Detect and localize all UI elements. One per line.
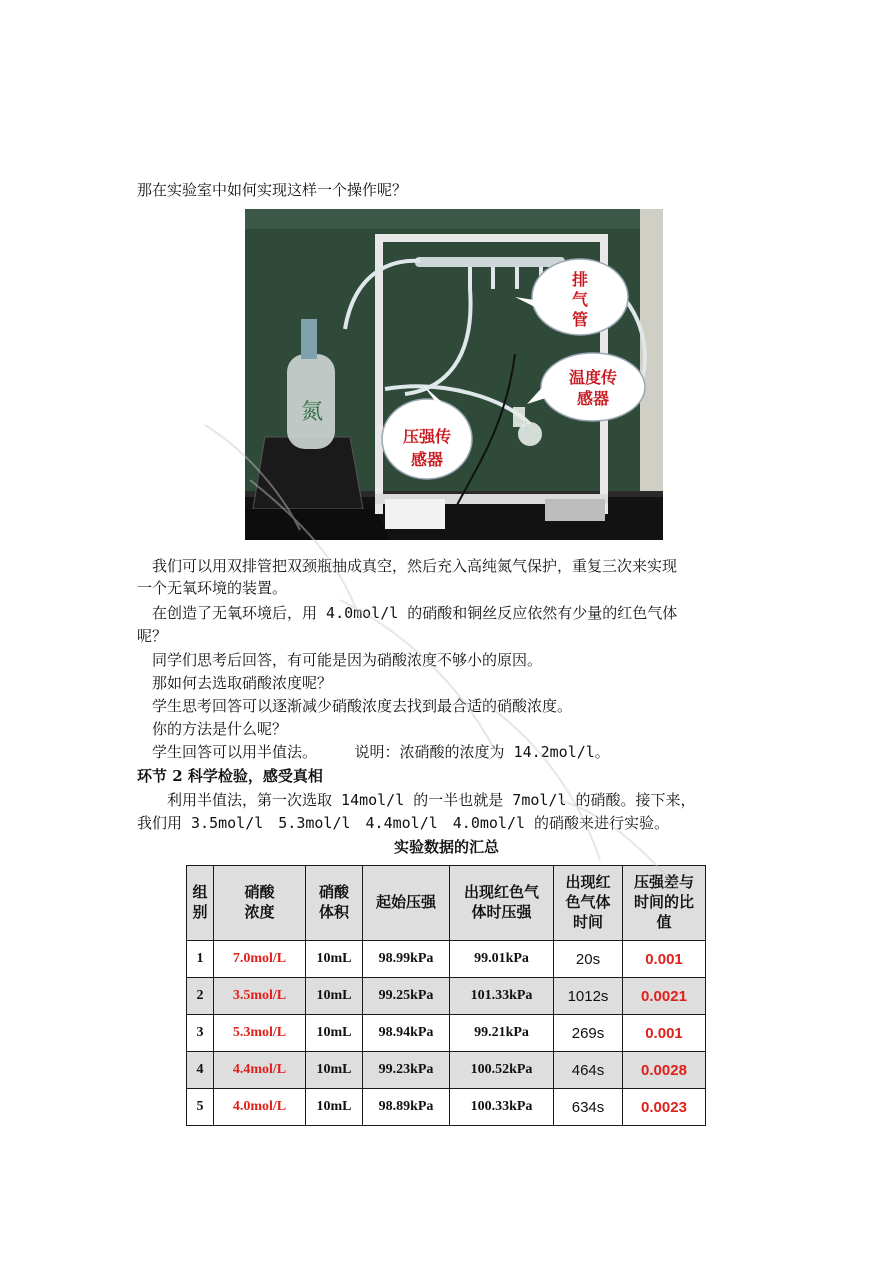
cell-ratio: 0.001: [623, 941, 706, 978]
paragraph-line-6: 那如何去选取硝酸浓度呢？: [137, 674, 333, 692]
table-row: [187, 1052, 706, 1089]
table-header-row: [187, 866, 706, 941]
cell-time: 464s: [554, 1052, 623, 1089]
cell-red-gas-pressure: 100.52kPa: [450, 1052, 554, 1089]
header-ratio: 压强差与 时间的比 值: [623, 866, 706, 941]
cell-start-pressure: 99.25kPa: [363, 978, 450, 1015]
paragraph-line-1: 我们可以用双排管把双颈瓶抽成真空，然后充入高纯氮气保护，重复三次来实现: [137, 557, 678, 575]
cell-ratio: 0.0023: [623, 1089, 706, 1126]
section-text-2: 我们用 3.5mol/l 5.3mol/l 4.4mol/l 4.0mol/l 的硝酸来进行实验。: [137, 814, 670, 832]
cell-red-gas-pressure: 101.33kPa: [450, 978, 554, 1015]
table-row: [187, 1089, 706, 1126]
cell-concentration: 3.5mol/L: [214, 978, 306, 1015]
cell-start-pressure: 98.99kPa: [363, 941, 450, 978]
intro-question: 那在实验室中如何实现这样一个操作呢？: [137, 181, 408, 199]
header-start-pressure: 起始压强: [363, 866, 450, 941]
cell-volume: 10mL: [306, 1052, 363, 1089]
svg-text:氮: 氮: [301, 400, 324, 425]
callout-temp-2: 感器: [576, 389, 610, 408]
paragraph-line-9: 学生回答可以用半值法。 说明：浓硝酸的浓度为 14.2mol/l。: [137, 743, 610, 761]
callout-pressure-2: 感器: [410, 450, 444, 469]
callout-exhaust-1: 排: [571, 270, 589, 289]
cell-start-pressure: 98.94kPa: [363, 1015, 450, 1052]
cell-red-gas-pressure: 99.21kPa: [450, 1015, 554, 1052]
callout-exhaust-3: 管: [571, 310, 589, 329]
table-row: [187, 1015, 706, 1052]
table-row: [187, 941, 706, 978]
cell-group: 4: [187, 1052, 214, 1089]
cell-start-pressure: 99.23kPa: [363, 1052, 450, 1089]
apparatus-illustration: [245, 209, 663, 540]
cell-group: 3: [187, 1015, 214, 1052]
cell-group: 2: [187, 978, 214, 1015]
cell-red-gas-pressure: 100.33kPa: [450, 1089, 554, 1126]
table-row: [187, 978, 706, 1015]
cell-volume: 10mL: [306, 1089, 363, 1126]
paragraph-line-7: 学生思考回答可以逐渐减少硝酸浓度去找到最合适的硝酸浓度。: [137, 697, 573, 715]
cell-concentration: 5.3mol/L: [214, 1015, 306, 1052]
cell-ratio: 0.0021: [623, 978, 706, 1015]
cell-volume: 10mL: [306, 1015, 363, 1052]
cell-time: 634s: [554, 1089, 623, 1126]
cell-concentration: 4.4mol/L: [214, 1052, 306, 1089]
section-text-1: 利用半值法，第一次选取 14mol/l 的一半也就是 7mol/l 的硝酸。接下来，: [137, 791, 696, 809]
cell-volume: 10mL: [306, 978, 363, 1015]
cell-time: 20s: [554, 941, 623, 978]
apparatus-photo: [245, 209, 663, 540]
cell-group: 1: [187, 941, 214, 978]
cell-time: 1012s: [554, 978, 623, 1015]
header-red-gas-time: 出现红 色气体 时间: [554, 866, 623, 941]
table-title: 实验数据的汇总: [393, 838, 499, 856]
callout-exhaust-2: 气: [571, 290, 589, 309]
header-concentration: 硝酸 浓度: [214, 866, 306, 941]
header-volume: 硝酸 体积: [306, 866, 363, 941]
cell-time: 269s: [554, 1015, 623, 1052]
cell-group: 5: [187, 1089, 214, 1126]
callout-pressure-1: 压强传: [402, 427, 452, 446]
paragraph-line-2: 一个无氧环境的装置。: [137, 579, 288, 597]
cell-ratio: 0.0028: [623, 1052, 706, 1089]
cell-concentration: 7.0mol/L: [214, 941, 306, 978]
header-group: 组 别: [187, 866, 214, 941]
paragraph-line-5: 同学们思考后回答，有可能是因为硝酸浓度不够小的原因。: [137, 651, 543, 669]
callout-temp-1: 温度传: [568, 368, 618, 387]
section-heading: 环节 2 科学检验，感受真相: [137, 767, 323, 785]
cell-red-gas-pressure: 99.01kPa: [450, 941, 554, 978]
data-table: [186, 865, 706, 1126]
cell-concentration: 4.0mol/L: [214, 1089, 306, 1126]
cell-ratio: 0.001: [623, 1015, 706, 1052]
paragraph-line-3: 在创造了无氧环境后，用 4.0mol/l 的硝酸和铜丝反应依然有少量的红色气体: [137, 604, 678, 622]
cell-start-pressure: 98.89kPa: [363, 1089, 450, 1126]
header-red-gas-pressure: 出现红色气 体时压强: [450, 866, 554, 941]
paragraph-line-4: 呢？: [137, 627, 168, 645]
paragraph-line-8: 你的方法是什么呢？: [137, 720, 288, 738]
cell-volume: 10mL: [306, 941, 363, 978]
